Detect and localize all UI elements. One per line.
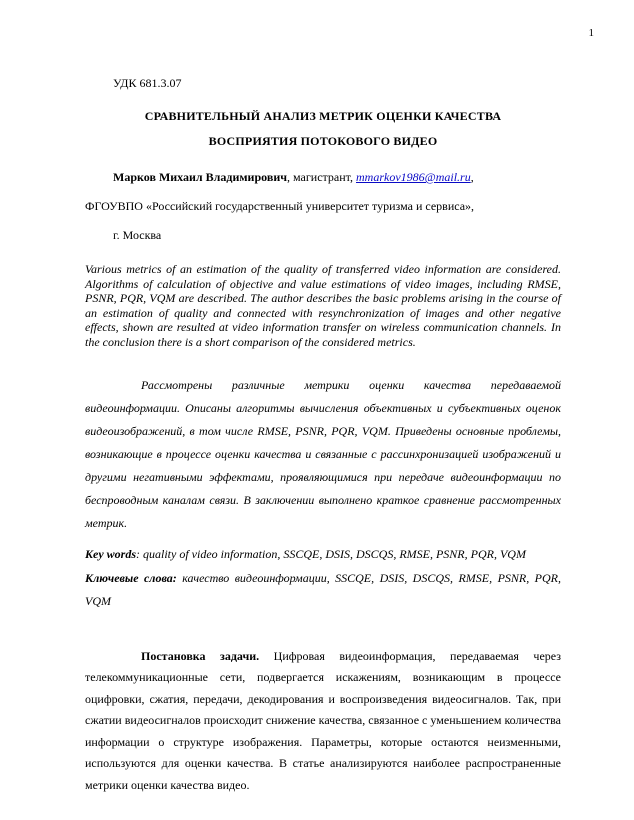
body-paragraph-text: Цифровая видеоинформация, передаваемая через телекоммуникационные сети, подвергается искажениям, возникающим в процессе оцифровки, сжатия, передачи, декодирования и воспроизведения видеосигналов. Так, при сжатии видеосигналов происходит снижение качества, связанное с уменьшением количества информации о структуре изображения. Параметры, которые остаются неизменными, используются для оценки качества. В статье анализируются наиболее распространенные метрики оценки качества видео. [85, 648, 561, 792]
author-email-link[interactable]: mmarkov1986@mail.ru [356, 170, 471, 184]
page-number: 1 [588, 27, 594, 39]
author-block [85, 163, 561, 250]
keywords-english-text: : quality of video information, SSCQE, DSIS, DSCQS, RMSE, PSNR, PQR, VQM [136, 546, 526, 561]
author-affiliation: ФГОУВПО «Российский государственный университет туризма и сервиса», [85, 199, 475, 213]
author-role: , магистрант, [287, 170, 357, 184]
keywords-english-label: Key words [85, 546, 136, 561]
author-email-suffix: , [470, 170, 474, 184]
author-name: Марков Михаил Владимирович [113, 170, 288, 184]
abstract-english: Various metrics of an estimation of the quality of transferred video information are considered. Algorithms of calculation of objective and value estimations of video images, including RMSE, PSNR, PQR, VQM are described. The author describes the basic problems arising in the course of an estimation of quality and connected with resynchronization of images and other negative effects, shown are resulted at video information transfer on wireless communication channels. In the conclusion there is a short comparison of the considered metrics. [85, 262, 561, 349]
body-paragraph [85, 646, 561, 797]
keywords-russian-label: Ключевые слова: [85, 570, 177, 585]
paper-title-line2: ВОСПРИЯТИЯ ПОТОКОВОГО ВИДЕО [208, 134, 438, 148]
author-city: г. Москва [113, 228, 162, 242]
author-line [85, 163, 561, 192]
body-paragraph-lead: Постановка задачи. [141, 648, 260, 663]
page-content [85, 0, 561, 796]
udc-code: УДК 681.3.07 [113, 76, 182, 90]
paper-title-line1: СРАВНИТЕЛЬНЫЙ АНАЛИЗ МЕТРИК ОЦЕНКИ КАЧЕСТВА [144, 109, 502, 123]
keywords-russian-text: качество видеоинформации, SSCQE, DSIS, DSCQS, RMSE, PSNR, PQR, VQM [85, 570, 561, 608]
paper-title [85, 104, 561, 154]
abstract-russian: Рассмотрены различные метрики оценки качества передаваемой видеоинформации. Описаны алгоритмы вычисления объективных и субъективных оценок видеоизображений, в том числе RMSE, PSNR, PQR, VQM. Приведены основные проблемы, возникающие в процессе оценки качества и связанные с рассинхронизацией изображений и другими негативными эффектами, проявляющимися при передаче видеоинформации по беспроводным каналам связи. В заключении выполнено краткое сравнение рассмотренных метрик. [85, 377, 561, 530]
keywords-russian [85, 567, 561, 613]
keywords-english [85, 543, 561, 566]
